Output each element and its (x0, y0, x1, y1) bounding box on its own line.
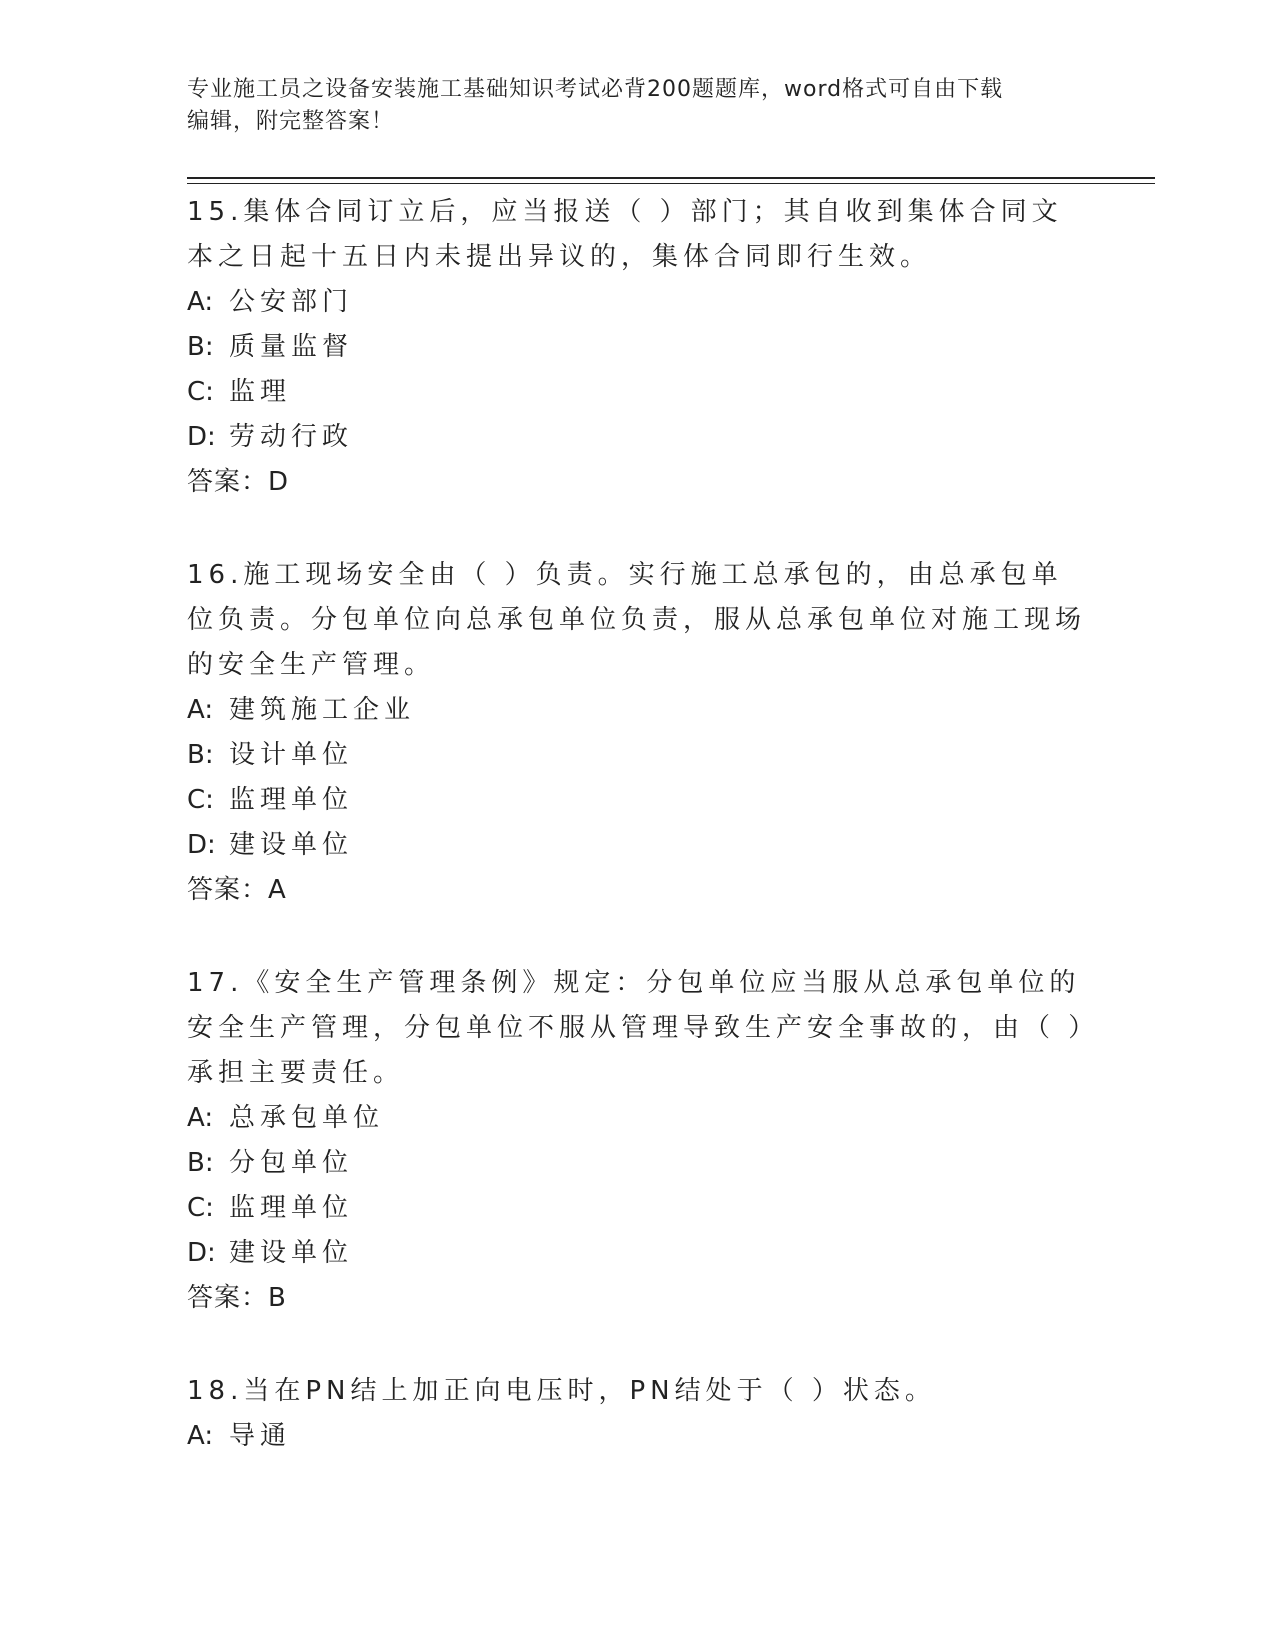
option-text: 建设单位 (229, 1238, 354, 1268)
question-stem: 18.当在PN结上加正向电压时，PN结处于（ ）状态。 (187, 1376, 936, 1406)
option-letter: A: (187, 1421, 214, 1451)
option-c (187, 370, 1087, 415)
question-stem: 15.集体合同订立后，应当报送（ ）部门；其自收到集体合同文本之日起十五日内未提出异议的，集体合同即行生效。 (187, 197, 1063, 272)
answer-line: 答案：B (187, 1283, 287, 1313)
option-letter: B: (187, 332, 214, 362)
question-17 (187, 961, 1087, 1321)
option-letter: D: (187, 422, 216, 452)
answer-line: 答案：A (187, 875, 287, 905)
option-text: 总承包单位 (229, 1103, 385, 1133)
option-a (187, 1096, 1087, 1141)
option-c (187, 1186, 1087, 1231)
document-header (187, 74, 1087, 138)
option-text: 公安部门 (229, 287, 354, 317)
option-d (187, 823, 1087, 868)
option-a (187, 1414, 1087, 1459)
option-text: 监理 (229, 377, 292, 407)
option-letter: C: (187, 1193, 214, 1223)
option-text: 分包单位 (229, 1148, 354, 1178)
option-letter: D: (187, 1238, 216, 1268)
answer-line: 答案：D (187, 467, 290, 497)
option-letter: A: (187, 695, 214, 725)
question-18 (187, 1369, 1087, 1459)
option-b (187, 733, 1087, 778)
option-d (187, 415, 1087, 460)
header-title-line-2: 编辑，附完整答案！ (187, 109, 395, 134)
option-text: 劳动行政 (229, 422, 354, 452)
question-16 (187, 553, 1087, 913)
question-stem: 16.施工现场安全由（ ）负责。实行施工总承包的，由总承包单位负责。分包单位向总承包单位负责，服从总承包单位对施工现场的安全生产管理。 (187, 560, 1087, 680)
option-a (187, 280, 1087, 325)
option-c (187, 778, 1087, 823)
option-text: 质量监督 (229, 332, 354, 362)
header-divider-thick (187, 177, 1155, 179)
header-divider-thin (187, 183, 1155, 184)
option-text: 导通 (229, 1421, 292, 1451)
option-b (187, 325, 1087, 370)
option-letter: A: (187, 1103, 214, 1133)
option-letter: D: (187, 830, 216, 860)
option-text: 建设单位 (229, 830, 354, 860)
option-text: 监理单位 (229, 1193, 354, 1223)
option-letter: B: (187, 1148, 214, 1178)
option-text: 设计单位 (229, 740, 354, 770)
option-b (187, 1141, 1087, 1186)
option-letter: A: (187, 287, 214, 317)
option-text: 监理单位 (229, 785, 354, 815)
question-stem: 17.《安全生产管理条例》规定：分包单位应当服从总承包单位的安全生产管理，分包单位不服从管理导致生产安全事故的，由（ ）承担主要责任。 (187, 968, 1087, 1088)
option-d (187, 1231, 1087, 1276)
header-title-line-1: 专业施工员之设备安装施工基础知识考试必背200题题库，word格式可自由下载 (187, 77, 1004, 102)
question-list (187, 190, 1087, 1507)
option-text: 建筑施工企业 (229, 695, 416, 725)
option-letter: C: (187, 377, 214, 407)
option-letter: C: (187, 785, 214, 815)
question-15 (187, 190, 1087, 505)
option-a (187, 688, 1087, 733)
option-letter: B: (187, 740, 214, 770)
